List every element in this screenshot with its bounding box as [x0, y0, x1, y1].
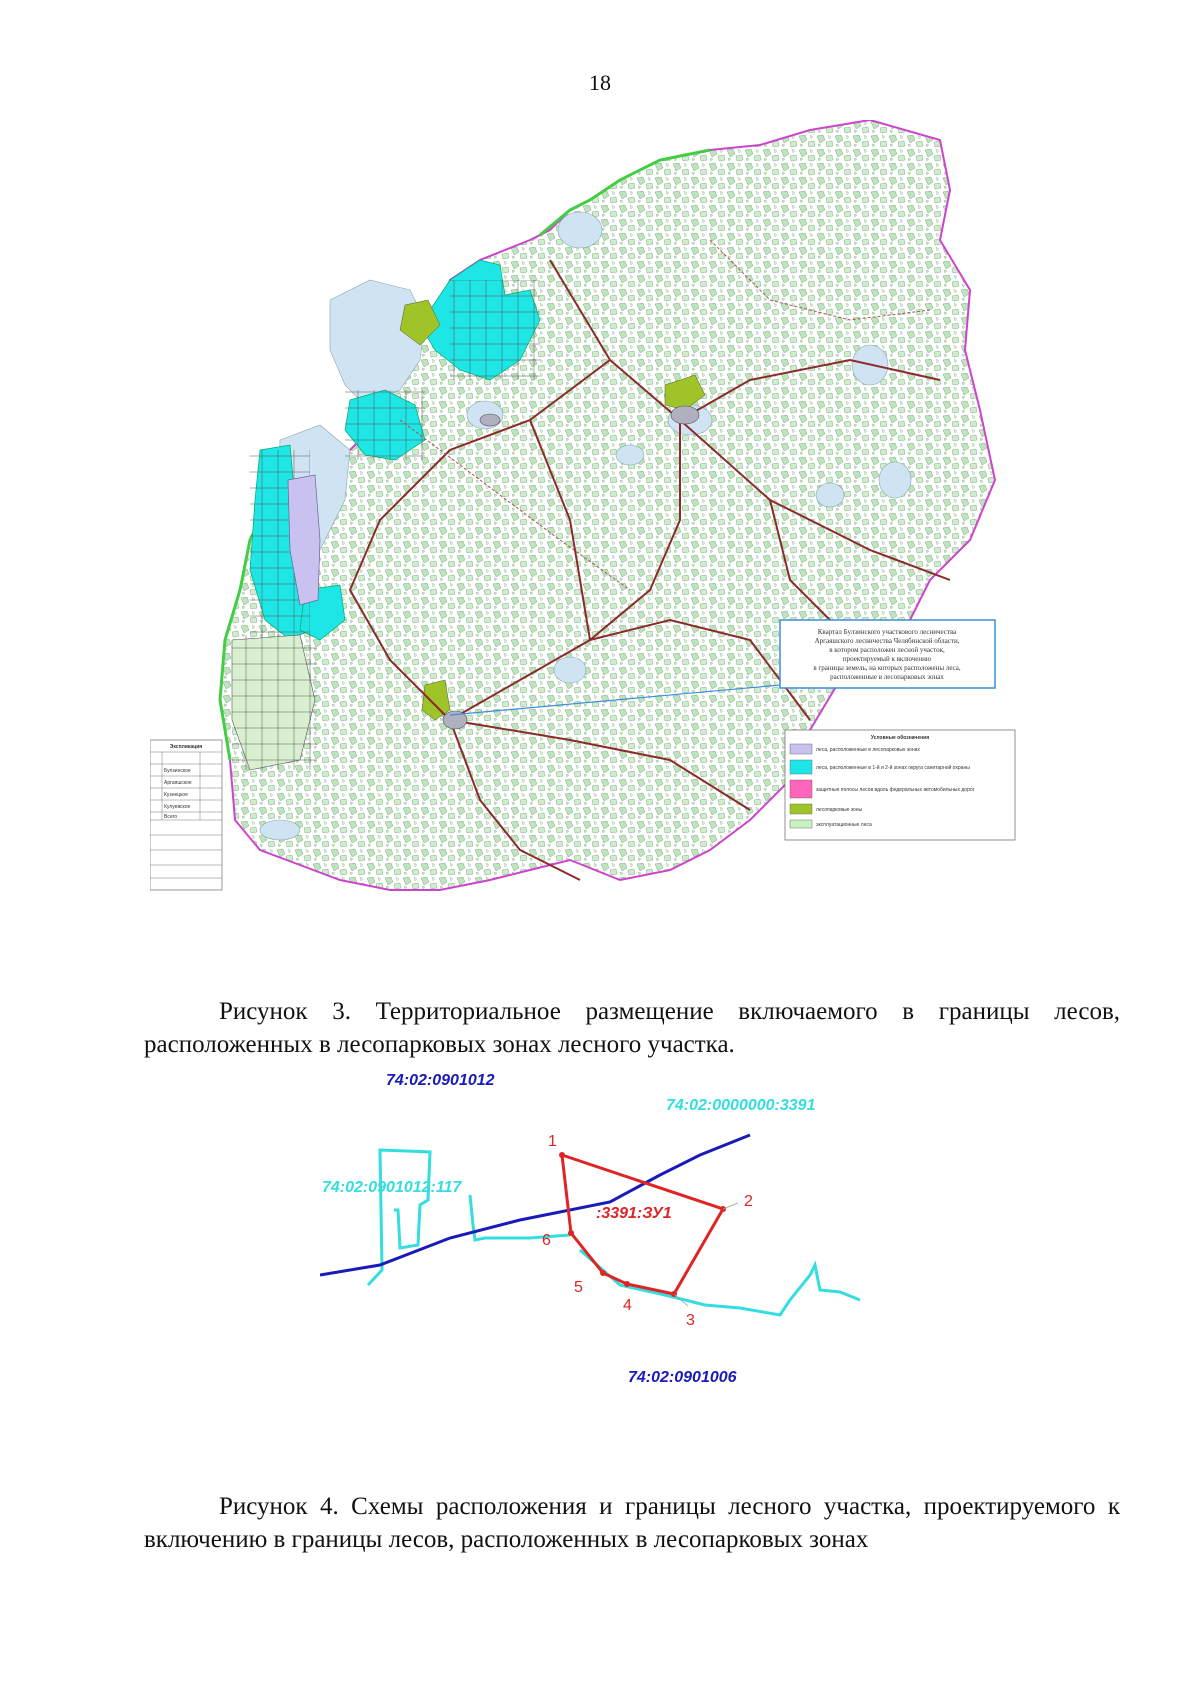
figure-3-caption: Рисунок 3. Территориальное размещение включаемого в границы лесов, расположенных в лесопарковых зонах лесного участка.: [144, 998, 1120, 1058]
table-row: Аргаяшское: [164, 780, 192, 786]
svg-text:леса, расположенные в лесопарк: леса, расположенные в лесопарковых зонах: [816, 747, 920, 753]
point-label-6: 6: [542, 1232, 551, 1249]
territory-map: [150, 120, 1090, 940]
table-row: Кулуевское: [164, 804, 191, 810]
parcel-vertex-4: [624, 1281, 630, 1287]
page-number: 18: [589, 70, 611, 95]
svg-text:лесопарковые зоны: лесопарковые зоны: [816, 807, 863, 813]
callout-line-2: Аргаяшского лесничества Челябинской области,: [814, 637, 960, 645]
map-legend: [785, 730, 1015, 840]
parcel-vertex-1: [559, 1152, 565, 1158]
callout-line-4: проектируемый к включению: [842, 655, 932, 663]
parcel-scheme: [320, 1060, 940, 1390]
svg-text:леса, расположенные в 1-й и 2-: леса, расположенные в 1-й и 2-й зонах округа санитарной охраны: [816, 765, 970, 771]
table-row: Кузнецкое: [164, 792, 188, 798]
figure-4-scheme: [320, 1060, 940, 1386]
svg-text:защитные полосы лесов вдоль фе: защитные полосы лесов вдоль федеральных автомобильных дорог: [816, 787, 975, 793]
blue-line-0901012: [320, 1135, 750, 1275]
point-label-5: 5: [574, 1279, 583, 1296]
point-label-2: 2: [744, 1193, 753, 1210]
callout-line-1: Квартал Булзинского участкового лесничества: [817, 628, 957, 636]
legend-title: Условные обозначения: [870, 735, 930, 741]
table-title: Экспликация: [169, 744, 203, 750]
parcel-vertex-6: [568, 1230, 574, 1236]
point-label-3: 3: [686, 1312, 695, 1329]
parcel-polygon: [562, 1155, 723, 1294]
point-label-4: 4: [623, 1297, 632, 1314]
label-blue-bottom: 74:02:0901006: [628, 1369, 737, 1386]
figure-3-map: [150, 120, 1090, 940]
figure-4-caption: Рисунок 4. Схемы расположения и границы лесного участка, проектируемого к включению в границы лесов, расположенных в лесопарковых зонах: [144, 1493, 1120, 1553]
legend-item-5: [790, 820, 872, 828]
callout-line-3: в котором расположен лесной участок,: [829, 646, 945, 654]
svg-text:эксплуатационные леса: эксплуатационные леса: [816, 822, 872, 828]
label-parcel: :3391:ЗУ1: [596, 1205, 672, 1222]
label-cyan-left: 74:02:0901012:117: [322, 1179, 462, 1196]
callout-line-6: расположенные в лесопарковых зонах: [830, 673, 944, 681]
table-row: Булзинское: [164, 768, 191, 774]
callout-box: [780, 620, 995, 688]
table-row: Всего: [164, 814, 178, 820]
label-cyan-right: 74:02:0000000:3391: [666, 1097, 816, 1114]
label-blue-top: 74:02:0901012: [386, 1072, 495, 1089]
parcel-vertex-5: [600, 1270, 606, 1276]
point-label-1: 1: [548, 1133, 557, 1150]
explication-table: [150, 740, 222, 890]
callout-line-5: в границы земель, на которых расположены леса,: [813, 664, 961, 672]
